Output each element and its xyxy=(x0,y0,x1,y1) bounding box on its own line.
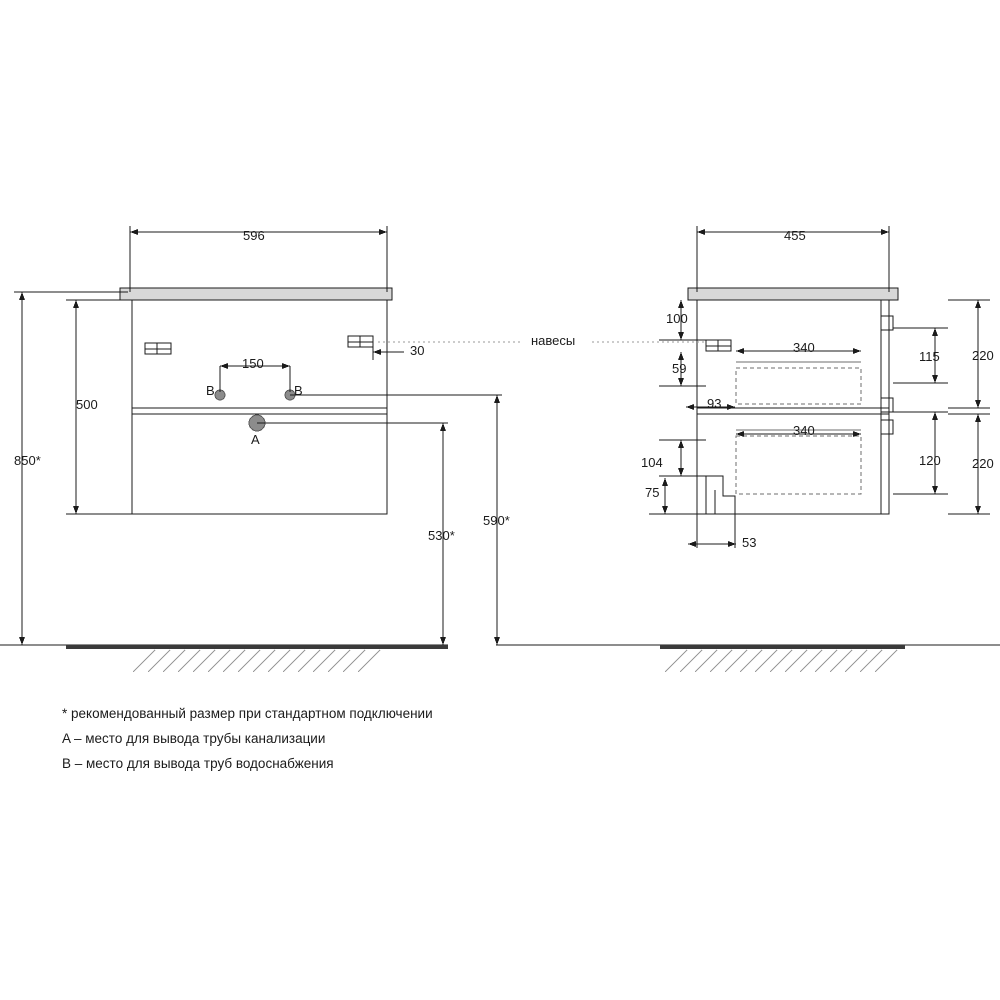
marker-drain: A xyxy=(251,432,260,447)
note-line-2: A – место для вывода трубы канализации xyxy=(62,731,326,746)
dim-hanger-second: 59 xyxy=(672,361,687,376)
dim-hanger-depth: 93 xyxy=(707,396,722,411)
dim-pipe-spacing: 150 xyxy=(242,356,264,371)
marker-supply-left: B xyxy=(206,383,215,398)
dim-drawer-lower-depth: 340 xyxy=(793,423,815,438)
dim-front-width: 596 xyxy=(243,228,265,243)
dim-drawer-upper-height: 115 xyxy=(919,349,940,364)
dim-plinth-height: 75 xyxy=(645,485,660,500)
dim-total-height: 850* xyxy=(14,453,41,468)
dim-foot-depth: 53 xyxy=(742,535,757,550)
dim-plinth-offset: 104 xyxy=(641,455,663,470)
callout-hangers: навесы xyxy=(531,333,576,348)
legend-notes xyxy=(62,706,662,781)
front-countertop xyxy=(120,288,392,300)
note-line-1: * рекомендованный размер при стандартном подключении xyxy=(62,706,433,721)
marker-supply-right: B xyxy=(294,383,303,398)
dim-sink-offset: 30 xyxy=(410,343,425,358)
dim-drawer-upper-depth: 340 xyxy=(793,340,815,355)
floor-right xyxy=(496,645,1000,672)
dim-front-cabinet-height: 500 xyxy=(76,397,98,412)
dim-drawer-lower-height: 120 xyxy=(919,453,941,468)
floor-left xyxy=(0,645,448,672)
dim-side-depth: 455 xyxy=(784,228,806,243)
dim-module-lower: 220 xyxy=(972,456,994,471)
dim-supply-height: 590* xyxy=(483,513,510,528)
dim-module-upper: 220 xyxy=(972,348,994,363)
dim-drain-height: 530* xyxy=(428,528,455,543)
dim-hanger-top: 100 xyxy=(666,311,688,326)
note-line-3: B – место для вывода труб водоснабжения xyxy=(62,756,334,771)
side-countertop xyxy=(688,288,898,300)
front-cabinet-body xyxy=(132,300,387,514)
